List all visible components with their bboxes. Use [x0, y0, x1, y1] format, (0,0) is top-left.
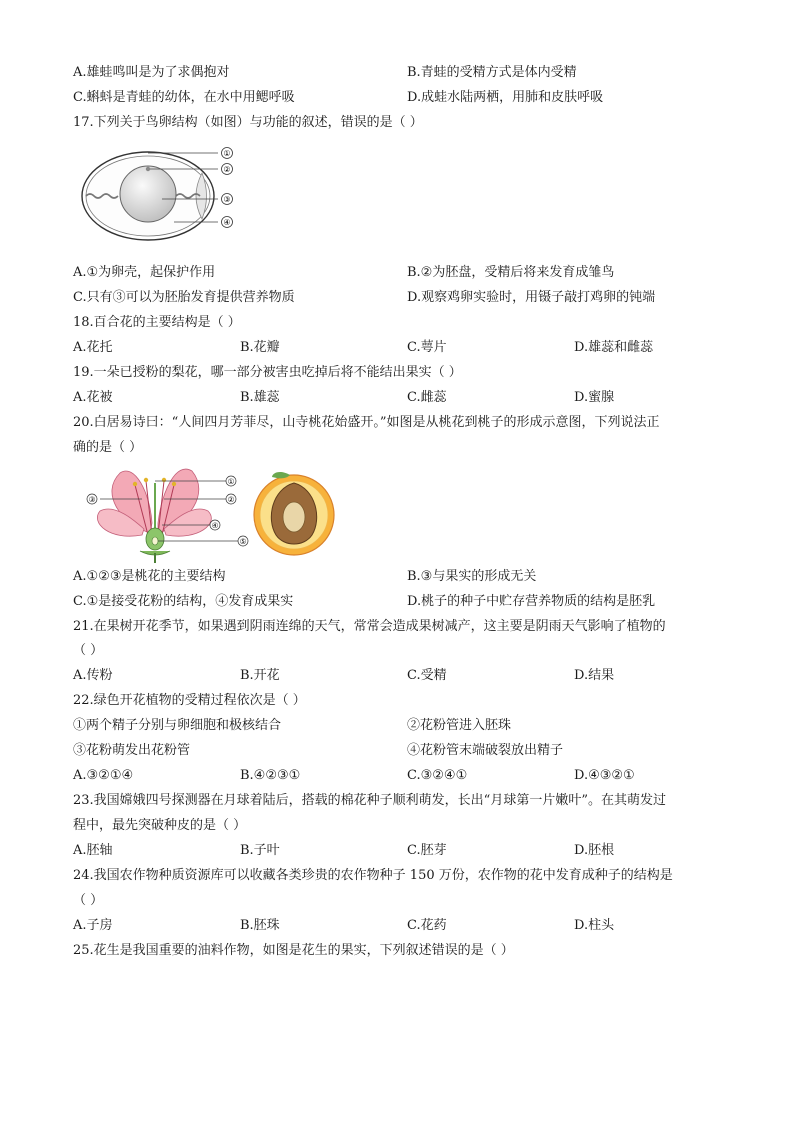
q19-option-d: D.蜜腺 — [574, 390, 615, 405]
q17-option-d: D.观察鸡卵实验时，用镊子敲打鸡卵的钝端 — [407, 290, 656, 305]
q23-option-d: D.胚根 — [574, 843, 615, 858]
egg-label-3: ③ — [223, 195, 231, 204]
q24-option-b: B.胚珠 — [240, 918, 280, 933]
q24-stem-line2: （ ） — [73, 893, 104, 908]
q22-step-3: ③花粉萌发出花粉管 — [73, 743, 191, 758]
flower-label-1: ① — [227, 477, 235, 486]
q16-option-b: B.青蛙的受精方式是体内受精 — [407, 65, 577, 80]
q17-option-b: B.②为胚盘，受精后将来发育成雏鸟 — [407, 265, 615, 280]
q25-stem: 25.花生是我国重要的油料作物，如图是花生的果实，下列叙述错误的是（ ） — [73, 943, 514, 958]
q18-option-b: B.花瓣 — [240, 340, 280, 355]
egg-label-4: ④ — [223, 218, 231, 227]
flower-label-5: ⑤ — [239, 537, 247, 546]
q22-step-2: ②花粉管进入胚珠 — [407, 718, 512, 733]
q18-stem: 18.百合花的主要结构是（ ） — [73, 315, 241, 330]
q21-option-b: B.开花 — [240, 668, 280, 683]
peach-flower-to-fruit-figure — [80, 463, 340, 563]
q23-stem-line2: 程中，最先突破种皮的是（ ） — [73, 818, 247, 833]
q16-option-c: C.蝌蚪是青蛙的幼体，在水中用鳃呼吸 — [73, 90, 295, 105]
q20-option-a: A.①②③是桃花的主要结构 — [73, 569, 226, 584]
q22-option-b: B.④②③① — [240, 768, 301, 783]
q19-option-b: B.雄蕊 — [240, 390, 280, 405]
q19-option-a: A.花被 — [73, 390, 113, 405]
q20-option-d: D.桃子的种子中贮存营养物质的结构是胚乳 — [407, 594, 656, 609]
q21-option-a: A.传粉 — [73, 668, 113, 683]
q24-option-d: D.柱头 — [574, 918, 615, 933]
q21-stem-line2: （ ） — [73, 643, 104, 658]
q18-option-a: A.花托 — [73, 340, 113, 355]
egg-label-2: ② — [223, 165, 231, 174]
q21-stem-line1: 21.在果树开花季节，如果遇到阴雨连绵的天气，常常会造成果树减产，这主要是阴雨天气影响了植物的 — [73, 619, 666, 634]
q21-option-c: C.受精 — [407, 668, 447, 683]
q22-step-1: ①两个精子分别与卵细胞和极核结合 — [73, 718, 282, 733]
q20-option-b: B.③与果实的形成无关 — [407, 569, 537, 584]
flower-label-2: ② — [227, 495, 235, 504]
q18-option-d: D.雄蕊和雌蕊 — [574, 340, 654, 355]
q23-option-b: B.子叶 — [240, 843, 280, 858]
q19-option-c: C.雌蕊 — [407, 390, 447, 405]
egg-label-1: ① — [223, 149, 231, 158]
q20-stem-line2: 确的是（ ） — [73, 440, 143, 455]
bird-egg-figure — [78, 143, 242, 247]
q24-option-a: A.子房 — [73, 918, 113, 933]
flower-label-3: ③ — [88, 495, 96, 504]
q20-option-c: C.①是接受花粉的结构，④发育成果实 — [73, 594, 294, 609]
q16-option-a: A.雄蛙鸣叫是为了求偶抱对 — [73, 65, 230, 80]
q22-step-4: ④花粉管末端破裂放出精子 — [407, 743, 564, 758]
q23-option-c: C.胚芽 — [407, 843, 447, 858]
ovule — [152, 537, 158, 545]
germinal-disc — [146, 167, 150, 171]
flower-label-4: ④ — [211, 521, 219, 530]
q17-option-a: A.①为卵壳，起保护作用 — [73, 265, 216, 280]
peach-seed — [283, 502, 305, 532]
q23-stem-line1: 23.我国嫦娥四号探测器在月球着陆后，搭载的棉花种子顺利萌发，长出“月球第一片嫩叶”。在其萌发过 — [73, 793, 666, 808]
q24-stem-line1: 24.我国农作物种质资源库可以收藏各类珍贵的农作物种子 150 万份，农作物的花中发育成种子的结构是 — [73, 868, 673, 883]
q22-option-d: D.④③②① — [574, 768, 635, 783]
q19-stem: 19.一朵已授粉的梨花，哪一部分被害虫吃掉后将不能结出果实（ ） — [73, 365, 462, 380]
q17-stem: 17.下列关于鸟卵结构（如图）与功能的叙述，错误的是（ ） — [73, 115, 423, 130]
q23-option-a: A.胚轴 — [73, 843, 113, 858]
q17-option-c: C.只有③可以为胚胎发育提供营养物质 — [73, 290, 295, 305]
egg-yolk — [120, 166, 176, 222]
q22-stem: 22.绿色开花植物的受精过程依次是（ ） — [73, 693, 306, 708]
q21-option-d: D.结果 — [574, 668, 615, 683]
q22-option-a: A.③②①④ — [73, 768, 134, 783]
q18-option-c: C.萼片 — [407, 340, 447, 355]
q22-option-c: C.③②④① — [407, 768, 468, 783]
q16-option-d: D.成蛙水陆两栖，用肺和皮肤呼吸 — [407, 90, 604, 105]
q20-stem-line1: 20.白居易诗曰：“人间四月芳菲尽，山寺桃花始盛开。”如图是从桃花到桃子的形成示意图，下列说法正 — [73, 415, 660, 430]
q24-option-c: C.花药 — [407, 918, 447, 933]
